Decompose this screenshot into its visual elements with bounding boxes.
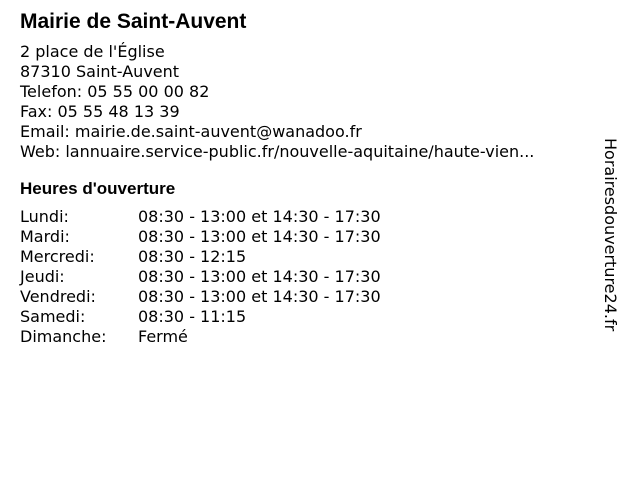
day-label: Dimanche: xyxy=(20,327,107,346)
web-line: Web: lannuaire.service-public.fr/nouvelle-aquitaine/haute-vien... xyxy=(20,142,535,161)
city-line: 87310 Saint-Auvent xyxy=(20,62,180,81)
hours-row xyxy=(20,227,381,247)
email-line: Email: mairie.de.saint-auvent@wanadoo.fr xyxy=(20,122,362,141)
hours-row xyxy=(20,267,381,287)
day-label: Samedi: xyxy=(20,307,86,326)
hours-row xyxy=(20,247,381,267)
day-label: Mardi: xyxy=(20,227,70,246)
day-hours: 08:30 - 13:00 et 14:30 - 17:30 xyxy=(138,207,381,226)
day-label: Jeudi: xyxy=(20,267,65,286)
day-label: Mercredi: xyxy=(20,247,95,266)
day-hours: Fermé xyxy=(138,327,188,346)
day-hours: 08:30 - 12:15 xyxy=(138,247,247,266)
phone-line: Telefon: 05 55 00 00 82 xyxy=(20,82,210,101)
address-block xyxy=(20,42,610,162)
fax-line: Fax: 05 55 48 13 39 xyxy=(20,102,180,121)
day-hours: 08:30 - 13:00 et 14:30 - 17:30 xyxy=(138,227,381,246)
site-watermark: Horairesdouverture24.fr xyxy=(601,138,620,332)
day-label: Lundi: xyxy=(20,207,69,226)
day-hours: 08:30 - 13:00 et 14:30 - 17:30 xyxy=(138,287,381,306)
hours-row xyxy=(20,287,381,307)
day-hours: 08:30 - 11:15 xyxy=(138,307,247,326)
office-card xyxy=(20,10,610,347)
day-label: Vendredi: xyxy=(20,287,96,306)
hours-table xyxy=(20,207,381,347)
hours-row xyxy=(20,307,381,327)
street-address: 2 place de l'Église xyxy=(20,42,165,61)
day-hours: 08:30 - 13:00 et 14:30 - 17:30 xyxy=(138,267,381,286)
hours-heading: Heures d'ouverture xyxy=(20,179,176,198)
page-title: Mairie de Saint-Auvent xyxy=(20,10,247,33)
hours-row xyxy=(20,327,381,347)
hours-row xyxy=(20,207,381,227)
